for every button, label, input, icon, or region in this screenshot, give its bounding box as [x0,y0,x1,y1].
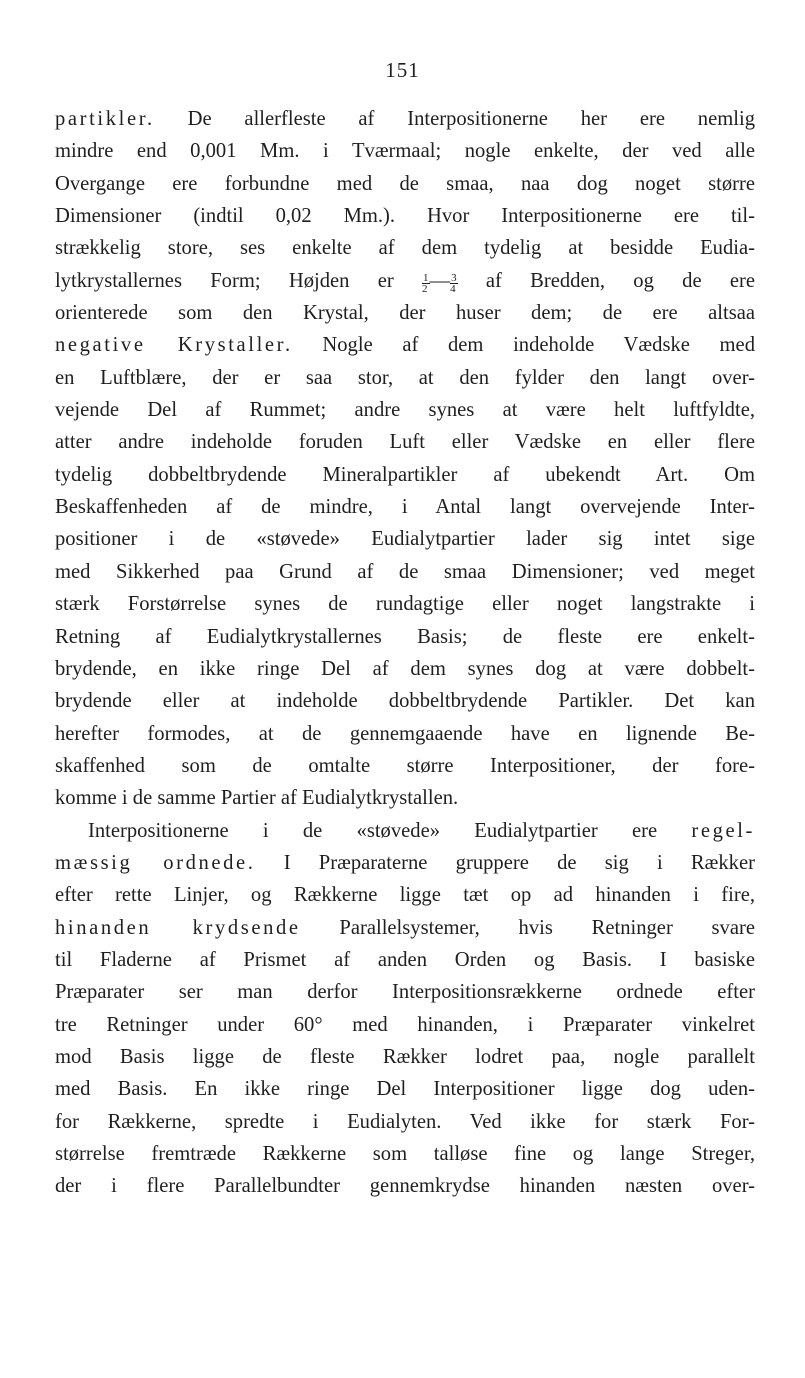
emphasized-text: negative Krystaller. [55,334,293,357]
text-line [55,653,755,685]
text-segment: De allerfleste af Interpositionerne her ere nemlig [154,108,755,130]
emphasized-text: partikler. [55,108,155,130]
fraction-denominator: 2 [422,282,428,295]
text-line [55,621,755,653]
text-line [55,1041,755,1073]
text-segment: positioner i de «støvede» Eudialytpartier lader sig intet sige [55,528,755,551]
text-line [55,168,755,200]
text-line [55,944,755,976]
text-line [55,1009,755,1041]
text-segment: atter andre indeholde foruden Luft eller Vædske en eller flere [55,431,755,454]
text-segment: for Rækkerne, spredte i Eudialyten. Ved ikke for stærk For- [55,1110,755,1133]
text-segment: brydende, en ikke ringe Del af dem synes dog at være dobbelt- [55,657,755,680]
text-segment: Retning af Eudialytkrystallernes Basis; de fleste ere enkelt- [55,625,755,648]
fraction-numerator: 3 [451,271,457,284]
text-line [55,750,755,782]
text-line [55,782,755,814]
text-line [55,265,755,297]
text-line [55,847,755,879]
text-line [55,362,755,394]
text-segment: Interpositionerne i de «støvede» Eudialytpartier ere [88,819,692,842]
text-line [55,556,755,588]
text-segment: med Basis. En ikke ringe Del Interpositioner ligge dog uden- [55,1078,755,1101]
text-line [55,523,755,555]
text-segment: tre Retninger under 60° med hinanden, i Præparater vinkelret [55,1013,755,1036]
fraction [422,273,430,294]
fraction-denominator: 4 [450,282,456,295]
text-line [55,879,755,911]
text-segment: mod Basis ligge de fleste Rækker lodret paa, nogle parallelt [55,1045,755,1068]
text-segment: til Fladerne af Prismet af anden Orden og Basis. I basiske [55,948,755,971]
text-line [55,718,755,750]
text-segment: en Luftblære, der er saa stor, at den fylder den langt over- [55,366,755,389]
text-line [55,976,755,1008]
emphasized-text: mæssig ordnede. [55,851,256,874]
text-segment: Overgange ere forbundne med de smaa, naa dog noget større [55,172,755,195]
emphasized-text: hinanden krydsende [55,916,301,939]
text-segment: herefter formodes, at de gennemgaaende have en lignende Be- [55,722,755,745]
text-segment: vejende Del af Rummet; andre synes at være helt luftfyldte, [55,399,755,422]
text-segment: Parallelsystemer, hvis Retninger svare [300,916,755,939]
text-segment: af Bredden, og de ere [457,269,755,292]
text-line [55,1073,755,1105]
text-line [55,1106,755,1138]
text-segment: Præparater ser man derfor Interpositionsrækkerne ordnede efter [55,981,755,1004]
text-segment: efter rette Linjer, og Rækkerne ligge tæt op ad hinanden i fire, [55,884,755,907]
text-line [55,1170,755,1202]
text-segment: brydende eller at indeholde dobbeltbrydende Partikler. Det kan [55,690,755,713]
text-line [55,1138,755,1170]
text-segment: stærk Forstørrelse synes de rundagtige eller noget langstrakte i [55,593,755,616]
text-line [55,815,755,847]
text-line [55,103,755,135]
text-segment: Beskaffenheden af de mindre, i Antal langt overvejende Inter- [55,496,755,519]
body-text [55,103,755,1203]
text-line [55,685,755,717]
text-segment: I Præparaterne gruppere de sig i Rækker [255,851,755,874]
fraction-numerator: 1 [423,271,429,284]
text-segment: orienterede som den Krystal, der huser dem; de ere altsaa [55,302,755,325]
text-line [55,912,755,944]
text-segment: — [429,269,451,292]
text-line [55,426,755,458]
text-line [55,297,755,329]
page-number: 151 [385,58,420,82]
text-segment: Nogle af dem indeholde Vædske med [292,334,755,357]
text-segment: med Sikkerhed paa Grund af de smaa Dimensioner; ved meget [55,560,755,583]
text-segment: strækkelig store, ses enkelte af dem tydelig at besidde Eudia- [55,237,755,260]
text-segment: der i flere Parallelbundter gennemkrydse hinanden næsten over- [55,1175,755,1198]
emphasized-text: regel- [691,819,755,842]
text-line [55,329,755,361]
text-line [55,200,755,232]
text-line [55,588,755,620]
text-segment: lytkrystallernes Form; Højden er [55,269,422,292]
text-line [55,491,755,523]
text-segment: skaffenhed som de omtalte større Interpositioner, der fore- [55,754,755,777]
text-segment: mindre end 0,001 Mm. i Tværmaal; nogle enkelte, der ved alle [55,140,755,163]
text-segment: tydelig dobbeltbrydende Mineralpartikler af ubekendt Art. Om [55,463,755,486]
text-segment: Dimensioner (indtil 0,02 Mm.). Hvor Interpositionerne ere til- [55,205,755,228]
text-line [55,394,755,426]
fraction [450,273,458,294]
text-line [55,232,755,264]
text-line [55,135,755,167]
text-line [55,459,755,491]
text-segment: komme i de samme Partier af Eudialytkrystallen. [55,787,459,810]
text-segment: størrelse fremtræde Rækkerne som talløse fine og lange Streger, [55,1143,755,1165]
